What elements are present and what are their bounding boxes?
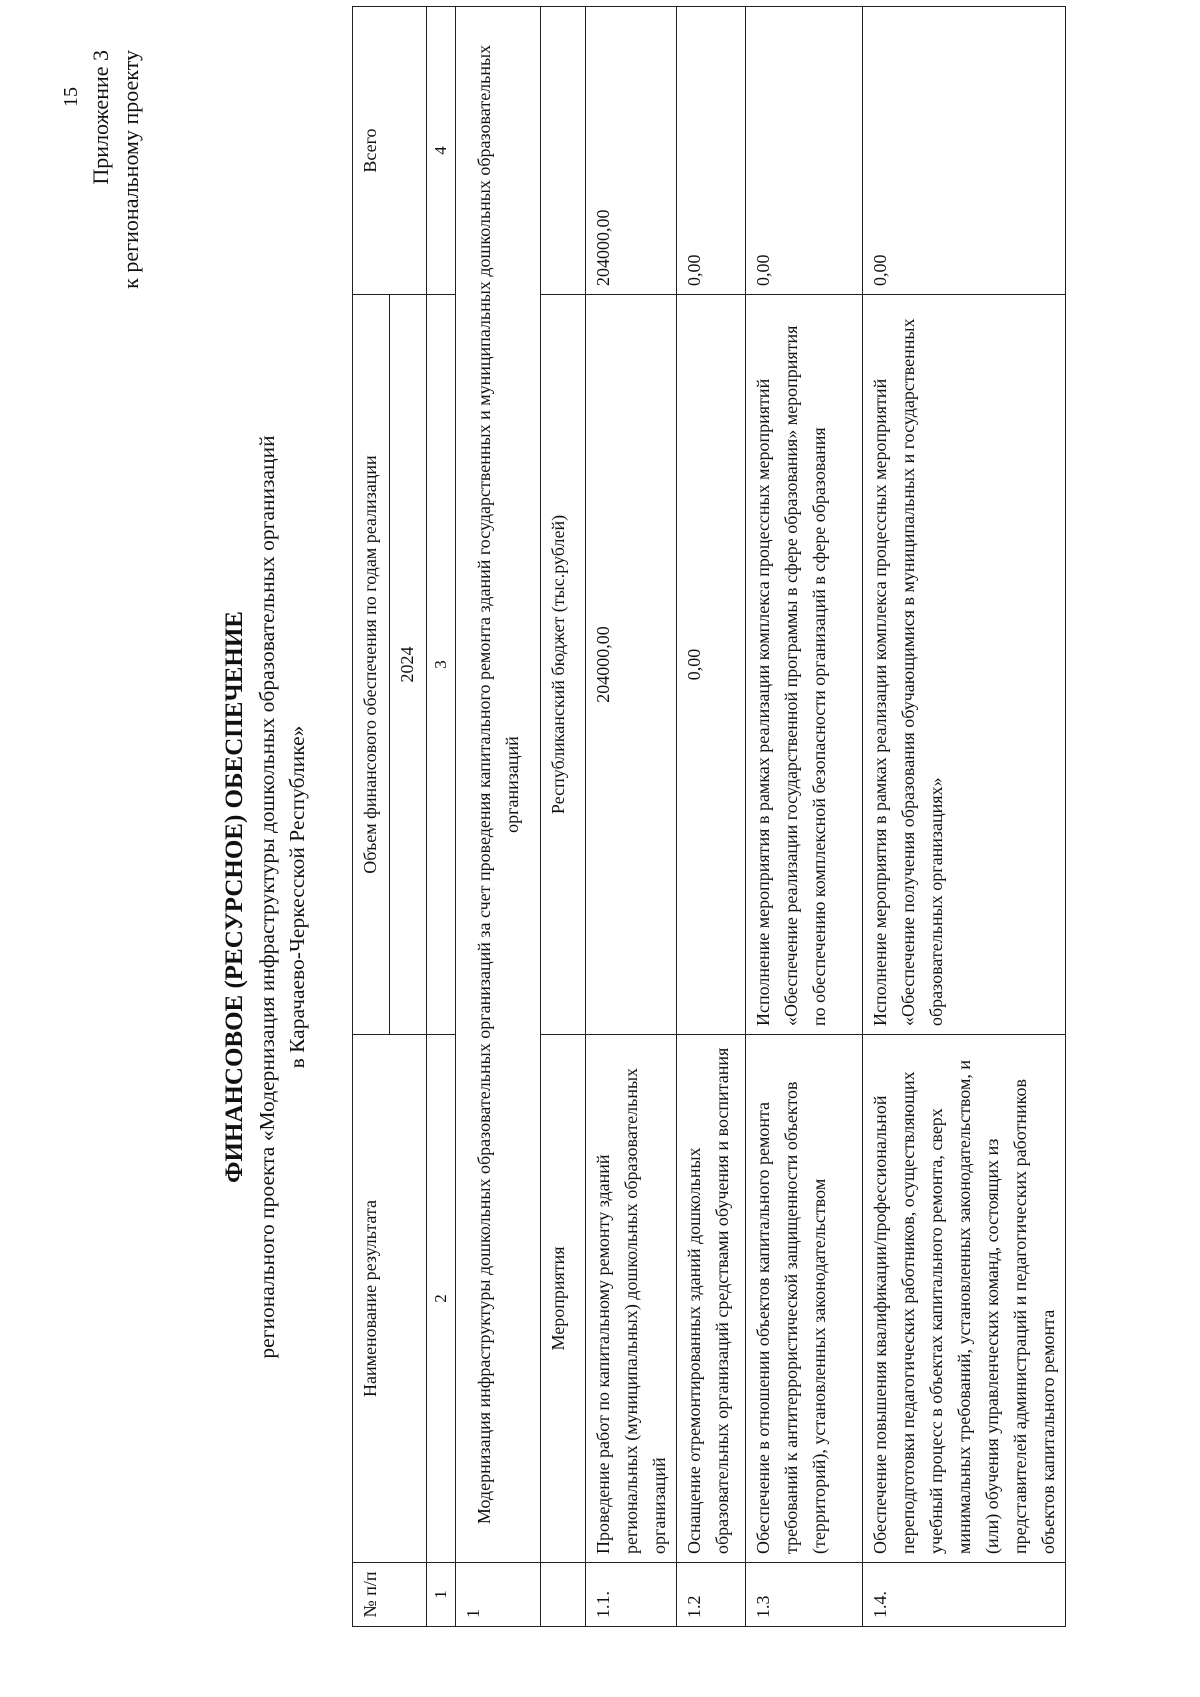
document-subtitle-line-1: регионального проекта «Модернизация инфраструктуры дошкольных образовательных организаций — [255, 435, 279, 1359]
row-name: Обеспечение повышения квалификации/профессиональной переподготовки педагогических работников, осуществляющих учебный процесс в объектах капитального ремонта, сверх минимальных требований, установленных законодательством, и (или) обучения управленческих команд, состоящих из представителей администраций и педагогических работников объектов капитального ремонта — [863, 1035, 1066, 1563]
row-num: 1.4. — [863, 1563, 1066, 1627]
subheader-empty — [541, 1563, 586, 1627]
row-value: 204000,00 — [586, 295, 677, 1035]
document-title: ФИНАНСОВОЕ (РЕСУРСНОЕ) ОБЕСПЕЧЕНИЕ — [221, 611, 248, 1183]
row-name: Обеспечение в отношении объектов капитального ремонта требований к антитеррористической защищенности объектов (территорий), установленных законодательством — [746, 1035, 863, 1563]
table-row — [586, 7, 677, 1627]
row-value: Исполнение мероприятия в рамках реализации комплекса процессных мероприятий «Обеспечение получения образования обучающимися в муниципальных и государственных образовательных организациях» — [863, 295, 1066, 1035]
column-number-3: 3 — [427, 295, 456, 1035]
table-header-row — [353, 7, 390, 1627]
subheader-activities: Мероприятия — [541, 1035, 586, 1563]
appendix-line-2: к региональному проекту — [118, 50, 143, 289]
financing-table — [352, 6, 1066, 1627]
table-row — [863, 7, 1066, 1627]
subheader-total-empty — [541, 7, 586, 295]
header-name: Наименование результата — [353, 1035, 427, 1563]
header-total: Всего — [353, 7, 427, 295]
section-title: Модернизация инфраструктуры дошкольных образовательных организаций за счет проведения капитального ремонта зданий государственных и муниципальных дошкольных образовательных организаций — [456, 7, 541, 1563]
row-total: 204000,00 — [586, 7, 677, 295]
appendix-line-1: Приложение 3 — [88, 50, 113, 185]
section-num: 1 — [456, 1563, 541, 1627]
row-total: 0,00 — [863, 7, 1066, 295]
column-number-row — [427, 7, 456, 1627]
page-number: 15 — [60, 87, 82, 107]
column-number-1: 1 — [427, 1563, 456, 1627]
table-row — [677, 7, 746, 1627]
row-total: 0,00 — [677, 7, 746, 295]
section-row — [456, 7, 541, 1627]
header-volume: Объем финансового обеспечения по годам реализации — [353, 295, 390, 1035]
row-value: 0,00 — [677, 295, 746, 1035]
row-total: 0,00 — [746, 7, 863, 295]
header-num: № п/п — [353, 1563, 427, 1627]
row-num: 1.1. — [586, 1563, 677, 1627]
row-num: 1.2 — [677, 1563, 746, 1627]
document-heading — [218, 197, 312, 1597]
row-name: Оснащение отремонтированных зданий дошкольных образовательных организаций средствами обучения и воспитания — [677, 1035, 746, 1563]
subheader-budget: Республиканский бюджет (тыс.рублей) — [541, 295, 586, 1035]
table-row — [746, 7, 863, 1627]
column-number-4: 4 — [427, 7, 456, 295]
row-name: Проведение работ по капитальному ремонту зданий региональных (муниципальных) дошкольных образовательных организаций — [586, 1035, 677, 1563]
column-number-2: 2 — [427, 1035, 456, 1563]
row-value: Исполнение мероприятия в рамках реализации комплекса процессных мероприятий «Обеспечение реализации государственной программы в сфере образования» мероприятия по обеспечению комплексной безопасности организаций в сфере образования — [746, 295, 863, 1035]
subheader-row — [541, 7, 586, 1627]
header-year: 2024 — [390, 295, 427, 1035]
document-subtitle-line-2: в Карачаево-Черкесской Республике» — [285, 725, 309, 1069]
row-num: 1.3 — [746, 1563, 863, 1627]
appendix-note — [86, 50, 146, 289]
